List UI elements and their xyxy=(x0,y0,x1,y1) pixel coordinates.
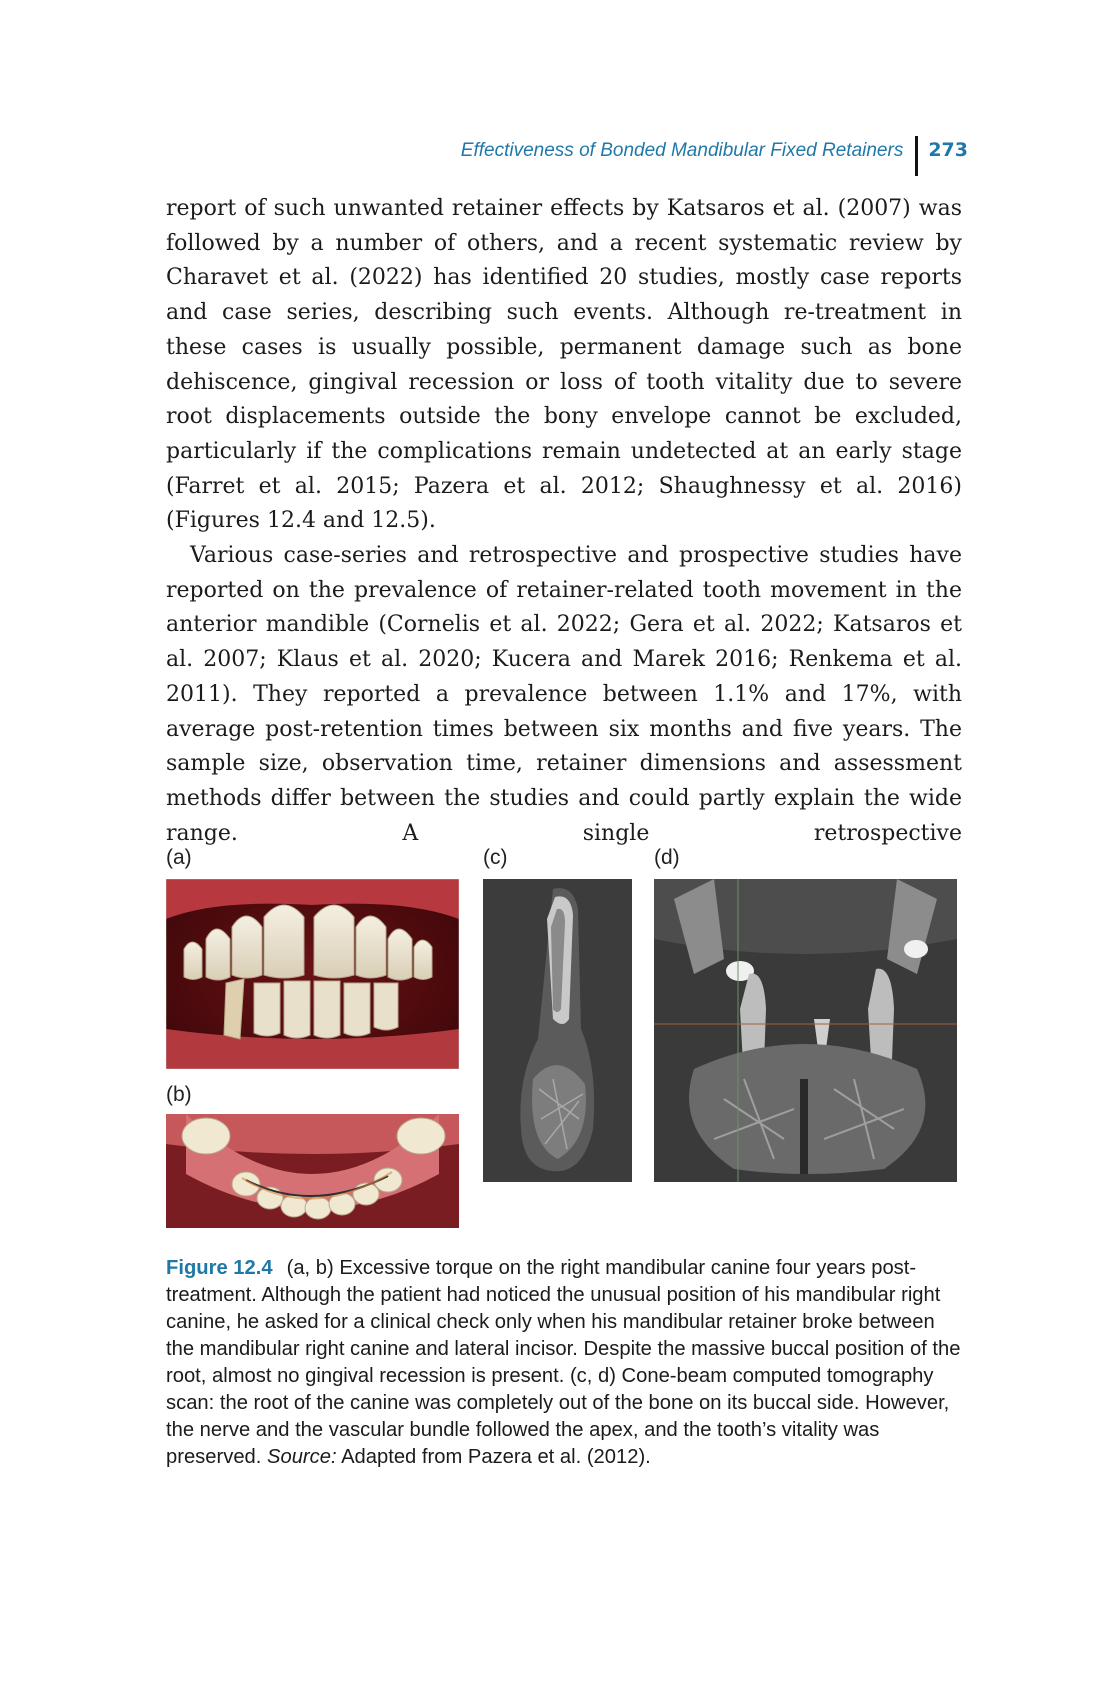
paragraph-2: Various case-series and retrospective and prospective studies have reported on the prevalence of retainer-related tooth movement in the anterior mandible (Cornelis et al. 2022; Gera et al. 2022; Katsaros et al. 2007; Klaus et al. 2020; Kucera and Marek 2016; Renkema et al. 2011). They reported a prevalence between 1.1% and 17%, with average post-retention times between six months and five years. The sample size, observation time, retainer dimensions and assessment methods differ between the studies and could partly explain the wide range. A single retrospective xyxy=(166,543,962,846)
caption-text: (a, b) Excessive torque on the right mandibular canine four years post-treatment. Although the patient had noticed the unusual position of his mandibular right canine, he asked for a clinical check only when his mandibular retainer broke between the mandibular right canine and lateral incisor. Despite the massive buccal position of the root, almost no gingival recession is present. (c, d) Cone-beam computed tomography scan: the root of the canine was completely out of the bone on its buccal side. However, the nerve and the vascular bundle followed the apex, and the tooth’s vitality was preserved. xyxy=(166,1257,961,1468)
panel-d-cbct-coronal-scan xyxy=(654,879,957,1182)
running-head xyxy=(461,136,968,176)
figure-caption xyxy=(166,1255,966,1471)
panel-b-occlusal-retainer-photo xyxy=(166,1114,459,1228)
panel-c-cbct-sagittal-scan xyxy=(483,879,632,1182)
paragraph-1: report of such unwanted retainer effects by Katsaros et al. (2007) was followed by a number of others, and a recent systematic review by Charavet et al. (2022) has identified 20 studies, mostly case reports and case series, describing such events. Although re-treatment in these cases is usually possible, permanent damage such as bone dehiscence, gingival recession or loss of tooth vitality due to severe root displacements outside the bony envelope cannot be excluded, particularly if the complications remain undetected at an early stage (Farret et al. 2015; Pazera et al. 2012; Shaughnessy et al. 2016) (Figures 12.4 and 12.5). xyxy=(166,196,962,534)
panel-label-c: (c) xyxy=(483,846,508,869)
panel-label-a: (a) xyxy=(166,846,192,869)
caption-source-label: Source: xyxy=(267,1446,337,1468)
caption-source-text: Adapted from Pazera et al. (2012). xyxy=(341,1446,651,1468)
panel-label-b: (b) xyxy=(166,1083,192,1106)
panel-label-d: (d) xyxy=(654,846,680,869)
panel-a-frontal-teeth-photo xyxy=(166,879,459,1069)
figure-label: Figure 12.4 xyxy=(166,1257,273,1279)
running-title: Effectiveness of Bonded Mandibular Fixed Retainers xyxy=(460,140,904,161)
body-text xyxy=(166,192,962,851)
page-number: 273 xyxy=(928,139,968,161)
